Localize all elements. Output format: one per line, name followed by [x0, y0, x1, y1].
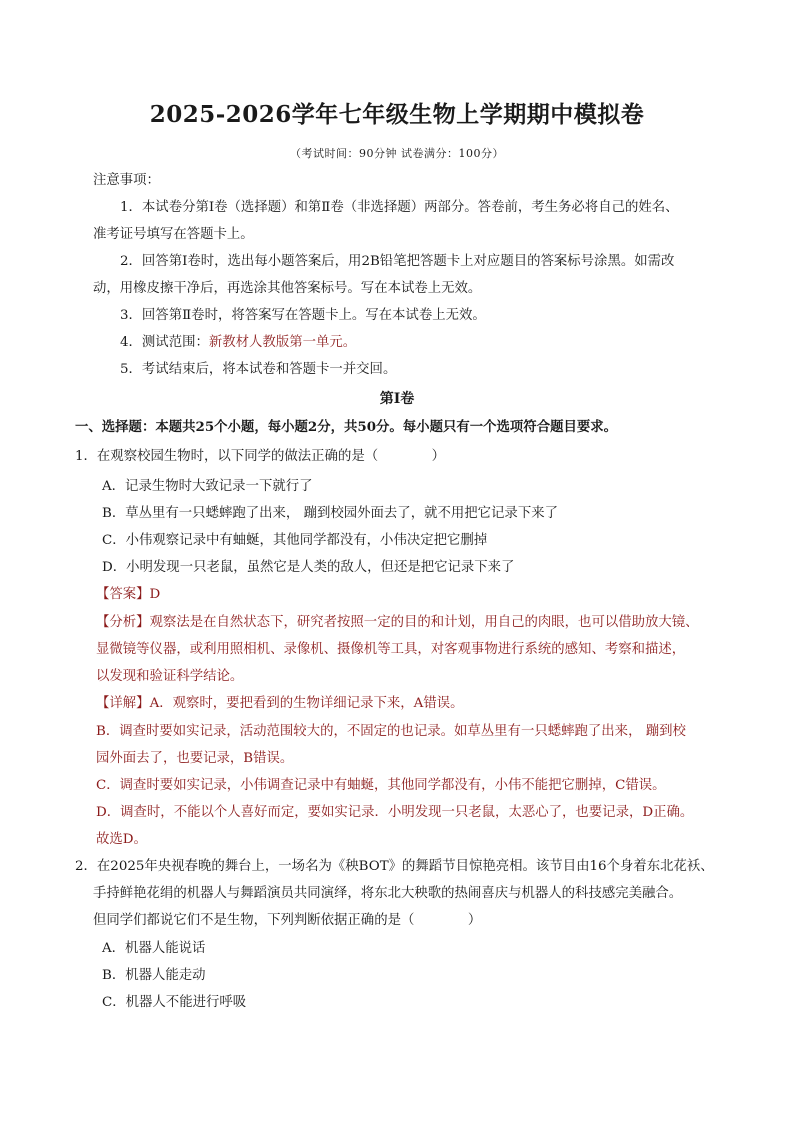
- detail-a-text: A．观察时，要把看到的生物详细记录下来，A错误。: [149, 696, 464, 711]
- question-1-option-b: B．草丛里有一只蟋蟀跑了出来， 蹦到校园外面去了，就不用把它记录下来了: [102, 506, 558, 521]
- question-1-option-c: C．小伟观察记录中有蚰蜒，其他同学都没有，小伟决定把它删掉: [102, 533, 488, 548]
- part-heading: 一、选择题：本题共25个小题，每小题2分，共50分。每小题只有一个选项符合题目要求。: [75, 419, 618, 435]
- detail-tag: 【详解】: [96, 696, 150, 711]
- note-2-line-2: 动，用橡皮擦干净后，再选涂其他答案标号。写在本试卷上无效。: [93, 281, 482, 296]
- question-1-detail-a: [96, 695, 464, 713]
- note-3: 3．回答第Ⅱ卷时，将答案写在答题卡上。写在本试卷上无效。: [120, 308, 486, 323]
- note-4: [120, 334, 356, 352]
- question-1-answer: 【答案】D: [96, 587, 161, 602]
- notes-heading: 注意事项：: [93, 173, 160, 188]
- note-1-line-2: 准考证号填写在答题卡上。: [93, 227, 254, 242]
- note-4-scope: 新教材人教版第一单元。: [208, 335, 357, 350]
- section-title: 第Ⅰ卷: [379, 391, 415, 407]
- note-5: 5．考试结束后，将本试卷和答题卡一并交回。: [120, 362, 397, 377]
- question-1-stem: 1．在观察校园生物时，以下同学的做法正确的是（ ）: [75, 449, 446, 464]
- question-2-stem-line-3: 但同学们都说它们不是生物，下列判断依据正确的是（ ）: [93, 913, 482, 928]
- note-1-line-1: 1．本试卷分第Ⅰ卷（选择题）和第Ⅱ卷（非选择题）两部分。答卷前，考生务必将自己的姓名、: [120, 200, 679, 215]
- note-2-line-1: 2．回答第Ⅰ卷时，选出每小题答案后，用2B铅笔把答题卡上对应题目的答案标号涂黑。如需改: [120, 254, 675, 269]
- question-2-stem-line-2: 手持鲜艳花绢的机器人与舞蹈演员共同演绎，将东北大秧歌的热闹喜庆与机器人的科技感完美融合。: [93, 886, 683, 901]
- question-2-option-c: C．机器人不能进行呼吸: [102, 995, 247, 1010]
- question-1-conclusion: 故选D。: [96, 832, 147, 847]
- page-title: 2025-2026学年七年级生物上学期期中模拟卷: [149, 101, 645, 128]
- question-1-detail-d: D．调查时，不能以个人喜好而定，要如实记录．小明发现一只老鼠，太恶心了，也要记录，D正确。: [96, 805, 694, 820]
- question-1-analysis-line-1: 【分析】观察法是在自然状态下，研究者按照一定的目的和计划，用自己的肉眼，也可以借助放大镜、: [96, 615, 699, 630]
- note-4-label: 4．测试范围：: [120, 335, 209, 350]
- question-2-stem-line-1: 2．在2025年央视春晚的舞台上，一场名为《秧BOT》的舞蹈节目惊艳亮相。该节目由16个身着东北花袄、: [75, 859, 714, 874]
- question-1-analysis-line-3: 以发现和验证科学结论。: [96, 669, 244, 684]
- question-1-detail-b-line-2: 园外面去了，也要记录，B错误。: [96, 751, 294, 766]
- question-1-analysis-line-2: 显微镜等仪器，或利用照相机、录像机、摄像机等工具，对客观事物进行系统的感知、考察和描述，: [96, 642, 686, 657]
- exam-info: （考试时间：90分钟 试卷满分：100分）: [290, 147, 504, 160]
- question-1-detail-c: C．调查时要如实记录，小伟调查记录中有蚰蜒，其他同学都没有，小伟不能把它删掉，C错误。: [96, 778, 666, 793]
- question-2-option-a: A．机器人能说话: [102, 941, 206, 956]
- question-2-option-b: B．机器人能走动: [102, 968, 206, 983]
- question-1-option-d: D．小明发现一只老鼠，虽然它是人类的敌人，但还是把它记录下来了: [102, 560, 515, 575]
- question-1-option-a: A．记录生物时大致记录一下就行了: [102, 479, 313, 494]
- question-1-detail-b-line-1: B．调查时要如实记录，活动范围较大的，不固定的也记录。如草丛里有一只蟋蟀跑了出来， 蹦到校: [96, 724, 686, 739]
